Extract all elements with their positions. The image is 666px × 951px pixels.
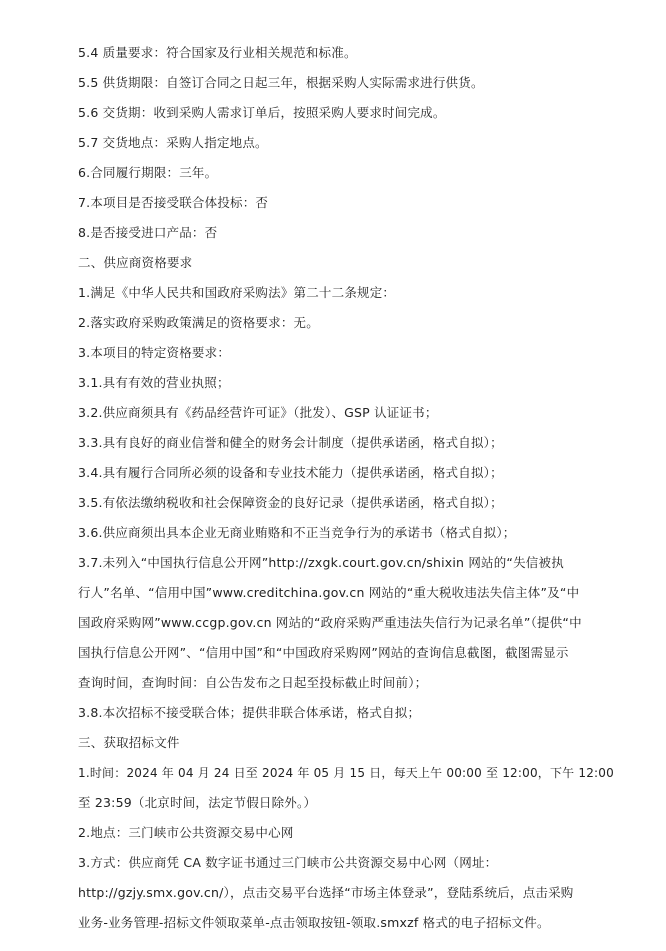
specific-qualification-item: 3.3.具有良好的商业信誉和健全的财务会计制度（提供承诺函，格式自拟）； xyxy=(78,435,503,450)
specific-qualification-item: 3.8.本次招标不接受联合体；提供非联合体承诺，格式自拟； xyxy=(78,705,421,720)
delivery-time: 5.6 交货期：收到采购人需求订单后，按照采购人要求时间完成。 xyxy=(78,105,446,120)
quality-requirement: 5.4 质量要求：符合国家及行业相关规范和标准。 xyxy=(78,45,357,60)
qualification-item: 2.落实政府采购政策满足的资格要求：无。 xyxy=(78,315,319,330)
obtain-method: 业务-业务管理-招标文件领取菜单-点击领取按钮-领取.smxzf 格式的电子招标文件。 xyxy=(78,915,550,930)
specific-qualification-item: 3.1.具有有效的营业执照； xyxy=(78,375,230,390)
delivery-location: 5.7 交货地点：采购人指定地点。 xyxy=(78,135,268,150)
obtain-time: 1.时间：2024 年 04 月 24 日至 2024 年 05 月 15 日，每天上午 00:00 至 12:00，下午 12:00 xyxy=(78,766,614,780)
section-heading-qualifications: 二、供应商资格要求 xyxy=(78,255,193,270)
supply-period: 5.5 供货期限：自签订合同之日起三年，根据采购人实际需求进行供货。 xyxy=(78,75,484,90)
obtain-location: 2.地点：三门峡市公共资源交易中心网 xyxy=(78,825,294,840)
specific-qualification-item: 3.2.供应商须具有《药品经营许可证》（批发）、GSP 认证证书； xyxy=(78,405,438,420)
obtain-method: http://gzjy.smx.gov.cn/），点击交易平台选择“市场主体登录”，登陆系统后，点击采购 xyxy=(78,885,574,900)
qualification-item: 3.本项目的特定资格要求： xyxy=(78,345,231,360)
section-heading-obtain-documents: 三、获取招标文件 xyxy=(78,735,180,750)
specific-qualification-item: 3.5.有依法缴纳税收和社会保障资金的良好记录（提供承诺函，格式自拟）； xyxy=(78,495,503,510)
credit-check-paragraph: 行人”名单、“信用中国”www.creditchina.gov.cn 网站的“重大税收违法失信主体”及“中 xyxy=(78,585,580,600)
credit-check-paragraph: 查询时间，查询时间：自公告发布之日起至投标截止时间前）； xyxy=(78,675,428,690)
credit-check-paragraph: 国执行信息公开网”、“信用中国”和“中国政府采购网”网站的查询信息截图，截图需显示 xyxy=(78,645,569,660)
specific-qualification-item: 3.4.具有履行合同所必须的设备和专业技术能力（提供承诺函，格式自拟）； xyxy=(78,465,503,480)
consortium-bid: 7.本项目是否接受联合体投标：否 xyxy=(78,195,269,210)
contract-term: 6.合同履行期限：三年。 xyxy=(78,165,218,180)
document-body xyxy=(78,38,618,938)
credit-check-paragraph: 国政府采购网”www.ccgp.gov.cn 网站的“政府采购严重违法失信行为记录名单”（提供“中 xyxy=(78,615,582,630)
imported-products: 8.是否接受进口产品：否 xyxy=(78,225,218,240)
specific-qualification-item: 3.6.供应商须出具本企业无商业贿赂和不正当竞争行为的承诺书（格式自拟）； xyxy=(78,525,516,540)
credit-check-paragraph: 3.7.未列入“中国执行信息公开网”http://zxgk.court.gov.cn/shixin 网站的“失信被执 xyxy=(78,555,564,570)
qualification-item: 1.满足《中华人民共和国政府采购法》第二十二条规定： xyxy=(78,285,396,300)
obtain-method: 3.方式：供应商凭 CA 数字证书通过三门峡市公共资源交易中心网（网址： xyxy=(78,855,498,870)
obtain-time: 至 23:59（北京时间，法定节假日除外。） xyxy=(78,795,317,810)
